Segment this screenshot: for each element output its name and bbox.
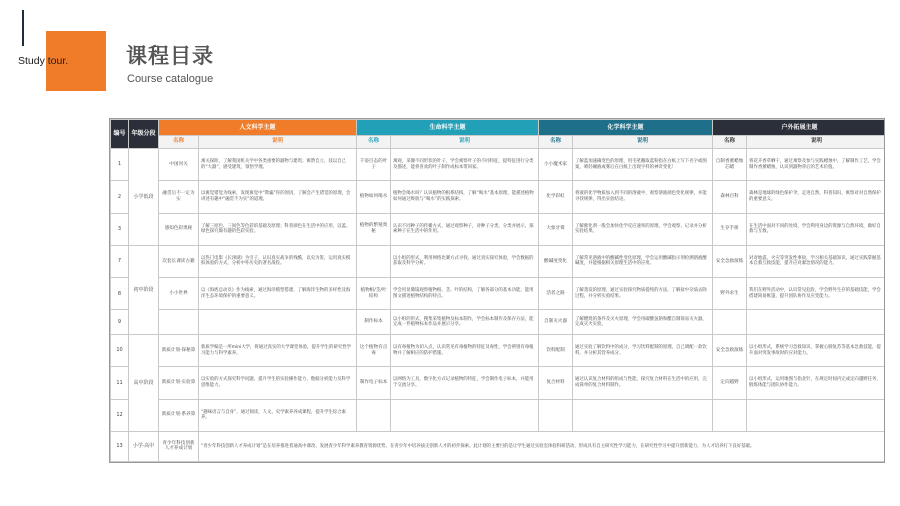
outdoor-name: 自制香薰蜡烛芯蜡 <box>713 148 747 180</box>
outdoor-name: 生存手册 <box>713 213 747 245</box>
table-row <box>111 213 886 245</box>
humanities-name: 青少年科技创新人才养成计划 <box>159 431 199 461</box>
humanities-name: 次套长课读古籍 <box>159 245 199 277</box>
accent-line <box>22 10 24 46</box>
chemistry-name: 酸碱度变化 <box>539 245 573 277</box>
table-row <box>111 310 886 335</box>
life-name <box>357 245 391 277</box>
chemistry-desc: 了解常见溶液中的酸碱性变化原理，学会运用酸碱指示剂检测溶液酸碱度，并能根据相关原理生活中的应用。 <box>573 245 713 277</box>
life-name: 这个植物有点毒 <box>357 334 391 366</box>
sub-desc-chemistry: 说明 <box>573 135 713 148</box>
chemistry-desc: 了解催化剂一般会加快化学反应速率的原理，学会观察、记录并分析实验结果。 <box>573 213 713 245</box>
outdoor-desc: 我们在野外活动中，认识常见危险，学会野外生存的基础技能，学会搭建简易帐篷，提升团队协作及应变能力。 <box>747 278 885 310</box>
page-subtitle: Course catalogue <box>127 73 214 85</box>
stage-cell: 初中阶段 <box>129 245 159 334</box>
humanities-name: 感知色彩奥秘 <box>159 213 199 245</box>
chemistry-desc: 了解燃烧的条件及灭火原理，学会用碳酸氢钠和醋自制简易灭火器，完成灭火实验。 <box>573 310 713 335</box>
humanities-desc: “趣味语言与自身”，通过阅读，人文、史学素养养成课程，提升学生综合素养。 <box>199 399 357 431</box>
table-row <box>111 431 886 461</box>
humanities-desc: 以热门电影《长津湖》为引子，认识真实战争的残酷，以史为鉴，运用真实模拟体验的方式，分析中外历史的著名战役。 <box>199 245 357 277</box>
outdoor-desc: 将花卉香草晒干，通过寓察及参与实践蜡烛中，了解制作工艺，学会制作香薰蜡烛，认识到器物背后的艺术价值。 <box>747 148 885 180</box>
row-number: 2 <box>111 181 129 213</box>
life-desc: 以小组的形式，搜集采集植物及标本制作，学会标本制作及保存方法，能完成一件植物标本作品并展示分享。 <box>391 310 539 335</box>
sub-desc-outdoor: 说明 <box>747 135 885 148</box>
humanities-name: 新质计划·探秘算 <box>159 334 199 366</box>
stage-cell: 高中阶段 <box>129 334 159 431</box>
outdoor-name: 安全急救演练 <box>713 245 747 277</box>
humanities-desc: 新质学编是一所mini大学，将通过真实的大学课堂体验，提升学生的研究性学习能力与科学素养。 <box>199 334 357 366</box>
category-life: 生命科学主题 <box>357 120 539 136</box>
humanities-desc: 以《海底总动员》作为线索，通过海洋模型搭建，了解海洋生物的多样性及海洋生态环境保护的重要意义。 <box>199 278 357 310</box>
outdoor-desc: 对对地震、火灾等突发性事故，学习相关基础知识，通过实践掌握基本自救互救技能，提升应对紧急情况的能力。 <box>747 245 885 277</box>
page-title: 课程目录 <box>126 44 214 68</box>
brand-label: Study tour. <box>18 55 69 67</box>
chemistry-name <box>539 399 573 431</box>
chemistry-name: 化学彩虹 <box>539 181 573 213</box>
outdoor-desc <box>747 310 885 335</box>
col-no-header: 编号 <box>111 120 129 149</box>
life-name: 植物的繁殖奥秘 <box>357 213 391 245</box>
row-number: 7 <box>111 245 129 277</box>
category-chemistry: 化学科学主题 <box>539 120 713 136</box>
row-number: 9 <box>111 310 129 335</box>
humanities-desc: 以寓觉错觉为线索，发现寓觉中“欺骗”你的原因，了解会产生错觉的原理，会讲述有趣中“融贯不为实”的道理。 <box>199 181 357 213</box>
life-desc: 学会用显微镜观察植物根、茎、叶的结构，了解各部分的基本功能，能用图文描述植物结构的特点。 <box>391 278 539 310</box>
humanities-desc: 寓关探险，了解我国机关学中各类重要的器物与建筑；寓赞自立，技以自己的“大器”，感受建筑，领悟学理。 <box>199 148 357 180</box>
life-name: 制作电子标本 <box>357 367 391 399</box>
sub-name-outdoor: 名称 <box>713 135 747 148</box>
row-number: 11 <box>111 367 129 399</box>
humanities-name: 新质计划·实验算 <box>159 367 199 399</box>
table-row <box>111 334 886 366</box>
chemistry-name: 自制灭火器 <box>539 310 573 335</box>
table-row <box>111 399 886 431</box>
stage-cell: 小学·高中 <box>129 431 159 461</box>
program-description: “青少年科技创新人才养成计划”是在培养推进普通高中课改、发展青少年科学素养教育资源优势，在青少年中培养拔尖创新人才的初步探索。此计划的主要目的是让学生通过实验室体验科研活动，形成具有自主研究性学习能力，在研究性学习中提升创新能力，为人才培养打下良好基础。 <box>199 431 886 461</box>
category-outdoor: 户外拓展主题 <box>713 120 885 136</box>
sub-name-humanities: 名称 <box>159 135 199 148</box>
chemistry-desc: 了解蓝加速确变色的原理，用毛笔蘸取蓝粉指在白纸上写下名字或图案，喷轻碾液或雾后在白纸上出现字样的神奇变化！ <box>573 148 713 180</box>
life-desc: 认识不同种子的传播方式，通过观察种子，对种子分类，分类并展示，探索种子在生活中的作用。 <box>391 213 539 245</box>
life-desc: 以小组的形式，利用网络比赛方式寻找，通过真实探究体验，学会数据的获取及科学分析。 <box>391 245 539 277</box>
life-desc: 植物会喝水吗？认识植物的根系结构，了解“喝水”基本原理，能描述植物如何通过吸收与“喝水”的实践探索。 <box>391 181 539 213</box>
outdoor-name: 安全急救演练 <box>713 334 747 366</box>
outdoor-name: 森林百科 <box>713 181 747 213</box>
row-number: 12 <box>111 399 129 431</box>
sub-desc-humanities: 说明 <box>199 135 357 148</box>
life-desc: 以网络为工具，数字化方式记录植物的特征，学会制作电子标本，并能用于交流分享。 <box>391 367 539 399</box>
chemistry-desc: 将液的化学物质加入到不同的溶液中，观察溶液颜色变化规律，并能寻找规律，得出实验结论。 <box>573 181 713 213</box>
table-row <box>111 181 886 213</box>
row-number: 1 <box>111 148 129 180</box>
outdoor-name <box>713 399 747 431</box>
row-number: 8 <box>111 278 129 310</box>
stage-cell: 小学低段 <box>129 148 159 245</box>
humanities-name: 中国河关 <box>159 148 199 180</box>
table-row <box>111 278 886 310</box>
chemistry-desc: 了解蒸发的原理，通过实验探究物质提纯的方法，了解盐中杂质去除过程，并分析实验结果。 <box>573 278 713 310</box>
chemistry-name: 复合材料 <box>539 367 573 399</box>
chemistry-desc: 通过认识复合材料的组成与性能，探究复合材料在生活中的应用，完成简单的复合材料制作。 <box>573 367 713 399</box>
col-stage-header: 年级分段 <box>129 120 159 149</box>
life-desc: 以有毒植物为切入点，认识常见有毒植物的特征及毒性，学会辨别有毒植物并了解相应的防护措施。 <box>391 334 539 366</box>
chemistry-name: 饮料配制 <box>539 334 573 366</box>
outdoor-desc: 以小组形式，运用地图与指北针，在规定时间内完成定向越野任务，锻炼体能与团队协作能力。 <box>747 367 885 399</box>
life-name: 植物根/茎/叶结构 <box>357 278 391 310</box>
outdoor-desc: 在生活中面对不同的处境，学会利用身边的资源与自然环境，做好自救与互救。 <box>747 213 885 245</box>
category-humanities: 人文科学主题 <box>159 120 357 136</box>
row-number: 3 <box>111 213 129 245</box>
outdoor-desc: 森林是地球的绿色保护伞，走进自然，科普知识，寓察对对自然保护的重要意义。 <box>747 181 885 213</box>
life-desc: 寓观，采撷不同形状的叶子，学会寓察叶子的不同特征，提特征进行分类及描述，能将喜欢的叶子制作成标本带回家。 <box>391 148 539 180</box>
life-name <box>357 399 391 431</box>
humanities-name: 融贯后不一定为实 <box>159 181 199 213</box>
outdoor-desc <box>747 399 885 431</box>
humanities-desc <box>199 310 357 335</box>
sub-name-chemistry: 名称 <box>539 135 573 148</box>
humanities-desc: 了解三原色、三间色等色彩的基础及原理；科普颜色在生活中的应用，以蓝、绿色探究做有趣的色彩实验。 <box>199 213 357 245</box>
chemistry-name: 小小魔术家 <box>539 148 573 180</box>
life-desc <box>391 399 539 431</box>
outdoor-name: 定向越野 <box>713 367 747 399</box>
outdoor-name: 野外求生 <box>713 278 747 310</box>
chemistry-desc: 通过实验了解饮料中的成分，学习饮料配制的原理，自己调配一款饮料，并分析其营养成分。 <box>573 334 713 366</box>
sub-name-life: 名称 <box>357 135 391 148</box>
outdoor-name <box>713 310 747 335</box>
life-name: 千姿百态的叶子 <box>357 148 391 180</box>
chemistry-name: 活者之路 <box>539 278 573 310</box>
life-name: 制作标本 <box>357 310 391 335</box>
humanities-name: 新质计划·系养算 <box>159 399 199 431</box>
course-table <box>109 118 885 463</box>
table-row <box>111 148 886 180</box>
life-name: 植物如何喝水 <box>357 181 391 213</box>
row-number: 13 <box>111 431 129 461</box>
humanities-desc: 以实验的方式探究科学问题，提升学生的实验操作能力、数据分析能力及科学思维能力。 <box>199 367 357 399</box>
table-row <box>111 367 886 399</box>
sub-desc-life: 说明 <box>391 135 539 148</box>
humanities-name <box>159 310 199 335</box>
outdoor-desc: 以小组形式，系统学习急救知识，掌握心肺复苏等基本急救技能，提升面对突发事故时的应对能力。 <box>747 334 885 366</box>
chemistry-desc <box>573 399 713 431</box>
chemistry-name: 大象牙膏 <box>539 213 573 245</box>
table-row <box>111 245 886 277</box>
row-number: 10 <box>111 334 129 366</box>
humanities-name: 小小世界 <box>159 278 199 310</box>
